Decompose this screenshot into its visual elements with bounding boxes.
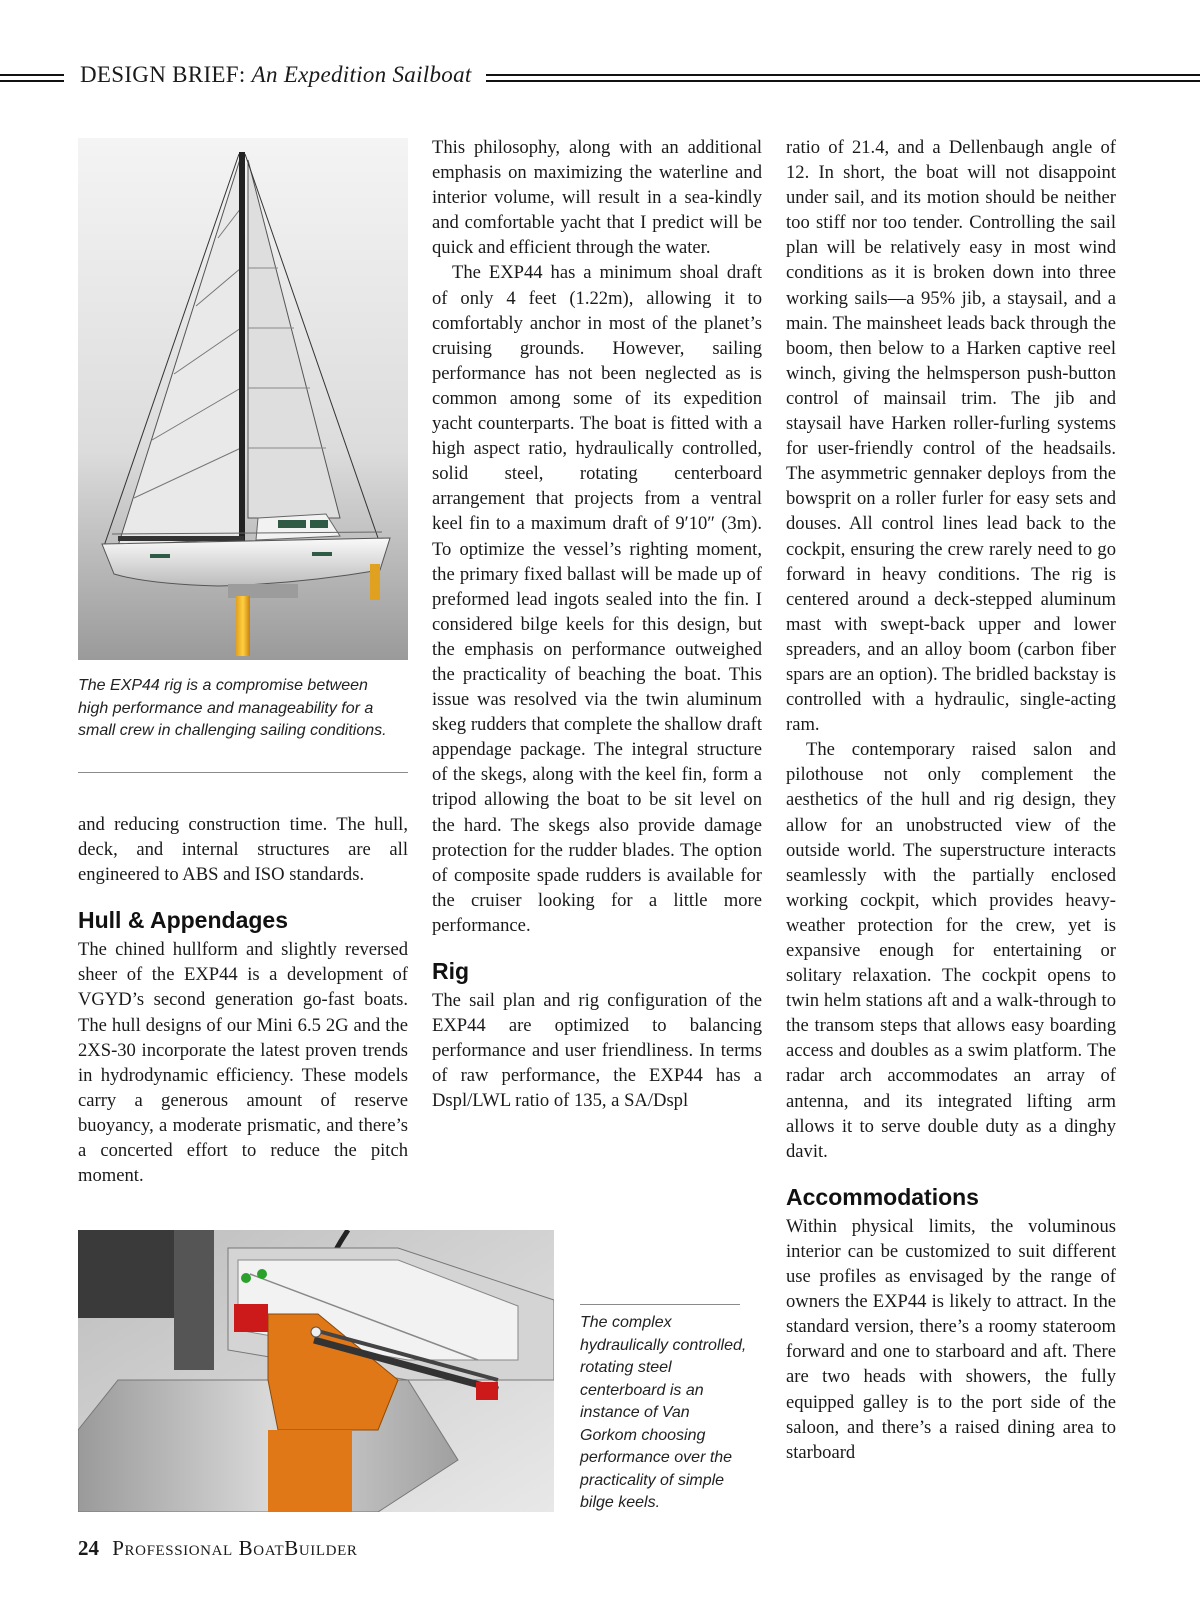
column-1 — [78, 812, 408, 1188]
figure2-caption: The complex hydraulically controlled, rotating steel centerboard is an instance of Van Gorkom choosing performance over the practicality of simple bilge keels. — [580, 1314, 747, 1511]
header-rule-left — [0, 74, 64, 82]
figure2-caption-rule — [580, 1304, 740, 1305]
paragraph-philosophy: This philosophy, along with an additional emphasis on maximizing the waterline and interior volume, will result in a sea-kindly and comfortable yacht that I predict will be quick and efficient through the water. — [432, 137, 762, 259]
paragraph-rig: The sail plan and rig configuration of the EXP44 are optimized to balancing performance and user friendliness. In terms of raw performance, the EXP44 has a Dspl/LWL ratio of 135, a SA/Dspl — [432, 990, 762, 1112]
paragraph-hull: The chined hullform and slightly reversed sheer of the EXP44 is a development of VGYD’s second generation go-fast boats. The hull designs of our Mini 6.5 2G and the 2XS-30 incorporate the latest proven trends in hydrodynamic efficiency. These models carry a generous amount of reserve buoyancy, a moderate prismatic, and there’s a concerted effort to reduce the pitch moment. — [78, 939, 408, 1187]
running-header — [0, 62, 1200, 96]
header-subtitle: An Expedition Sailboat — [251, 62, 472, 87]
sailboat-rig-illustration — [78, 138, 408, 660]
heading-accommodations: Accommodations — [786, 1183, 979, 1210]
figure1-caption: The EXP44 rig is a compromise between high performance and manageability for a small crew in challenging sailing conditions. — [78, 677, 387, 739]
sailboat-rig-image — [78, 138, 408, 660]
paragraph-accommodations: Within physical limits, the voluminous interior can be customized to suit different use profiles as envisaged by the range of owners the EXP44 is likely to attract. In the standard version, there’s a roomy stateroom forward and one to starboard and aft. There are two heads with showers, the fully equipped galley is to the port side of the saloon, and there’s a raised dining area to starboard — [786, 1215, 1116, 1463]
header-section: DESIGN BRIEF: — [80, 62, 246, 87]
paragraph-draft: The EXP44 has a minimum shoal draft of only 4 feet (1.22m), allowing it to comfortably anchor in most of the planet’s cruising grounds. However, sailing performance has not been neglected as is common among some of its expedition yacht counterparts. The boat is fitted with a high aspect ratio, hydraulically controlled, solid steel, rotating centerboard arrangement that projects from a ventral keel fin to a maximum draft of 9′10″ (3m). To optimize the vessel’s righting moment, the primary fixed ballast will be made up of preformed lead ingots sealed into the fin. I considered bilge keels for this design, but the emphasis on performance outweighed the practicality of beaching the boat. This issue was resolved via the twin aluminum skeg rudders that complete the shallow draft appendage package. The integral structure of the skegs, along with the keel fin, form a tripod allowing the boat to be sit level on the hard. The skegs also provide damage protection for the rudder blades. The option of composite spade rudders is available for the cruiser looking for a little more performance. — [432, 262, 762, 936]
heading-rig: Rig — [432, 958, 470, 984]
header-rule-right — [486, 74, 1200, 82]
centerboard-illustration — [78, 1230, 554, 1512]
column-3 — [786, 135, 1116, 1465]
header-title — [80, 62, 472, 88]
paragraph-continued: and reducing construction time. The hull, deck, and internal structures are all engineered to ABS and ISO standards. — [78, 814, 408, 886]
column-2 — [432, 135, 762, 1113]
figure1-caption-rule — [78, 772, 408, 773]
paragraph-ratio: ratio of 21.4, and a Dellenbaugh angle of 12. In short, the boat will not disappoint under sail, and its motion should be neither too stiff nor too tender. Controlling the sail plan will be relatively easy in most wind conditions as it is broken down into three working sails—a 95% jib, a staysail, and a main. The mainsheet leads back through the boom, then below to a Harken captive reel winch, giving the helmsperson push-button control of mainsail trim. The jib and staysail have Harken roller-furling systems for user-friendly control of the headsails. The asymmetric gennaker deploys from the bowsprit on a roller furler for easy sets and douses. All control lines lead back to the cockpit, ensuring the crew rarely need to go forward in heavy conditions. The rig is centered around a deck-stepped aluminum mast with swept-back upper and lower spreaders, and an alloy boom (carbon fiber spars are an option). The bridled backstay is controlled with a hydraulic, single-acting ram. — [786, 137, 1116, 736]
paragraph-salon: The contemporary raised salon and pilothouse not only complement the aesthetics of the hull and rig design, they allow for an unobstructed view of the outside world. The superstructure interacts seamlessly with the partially enclosed working cockpit, which provides heavy-weather protection for the crew, yet is expansive enough for entertaining or solitary relaxation. The cockpit opens to twin helm stations aft and a walk-through to the transom steps that allows easy boarding access and doubles as a swim platform. The radar arch accommodates an array of antenna, and its integrated lifting arm allows it to serve double duty as a dinghy davit. — [786, 739, 1116, 1162]
heading-hull-appendages: Hull & Appendages — [78, 907, 288, 934]
magazine-name: Professional BoatBuilder — [112, 1536, 358, 1560]
page-footer — [78, 1536, 357, 1561]
page-number: 24 — [78, 1536, 99, 1560]
centerboard-image — [78, 1230, 554, 1512]
